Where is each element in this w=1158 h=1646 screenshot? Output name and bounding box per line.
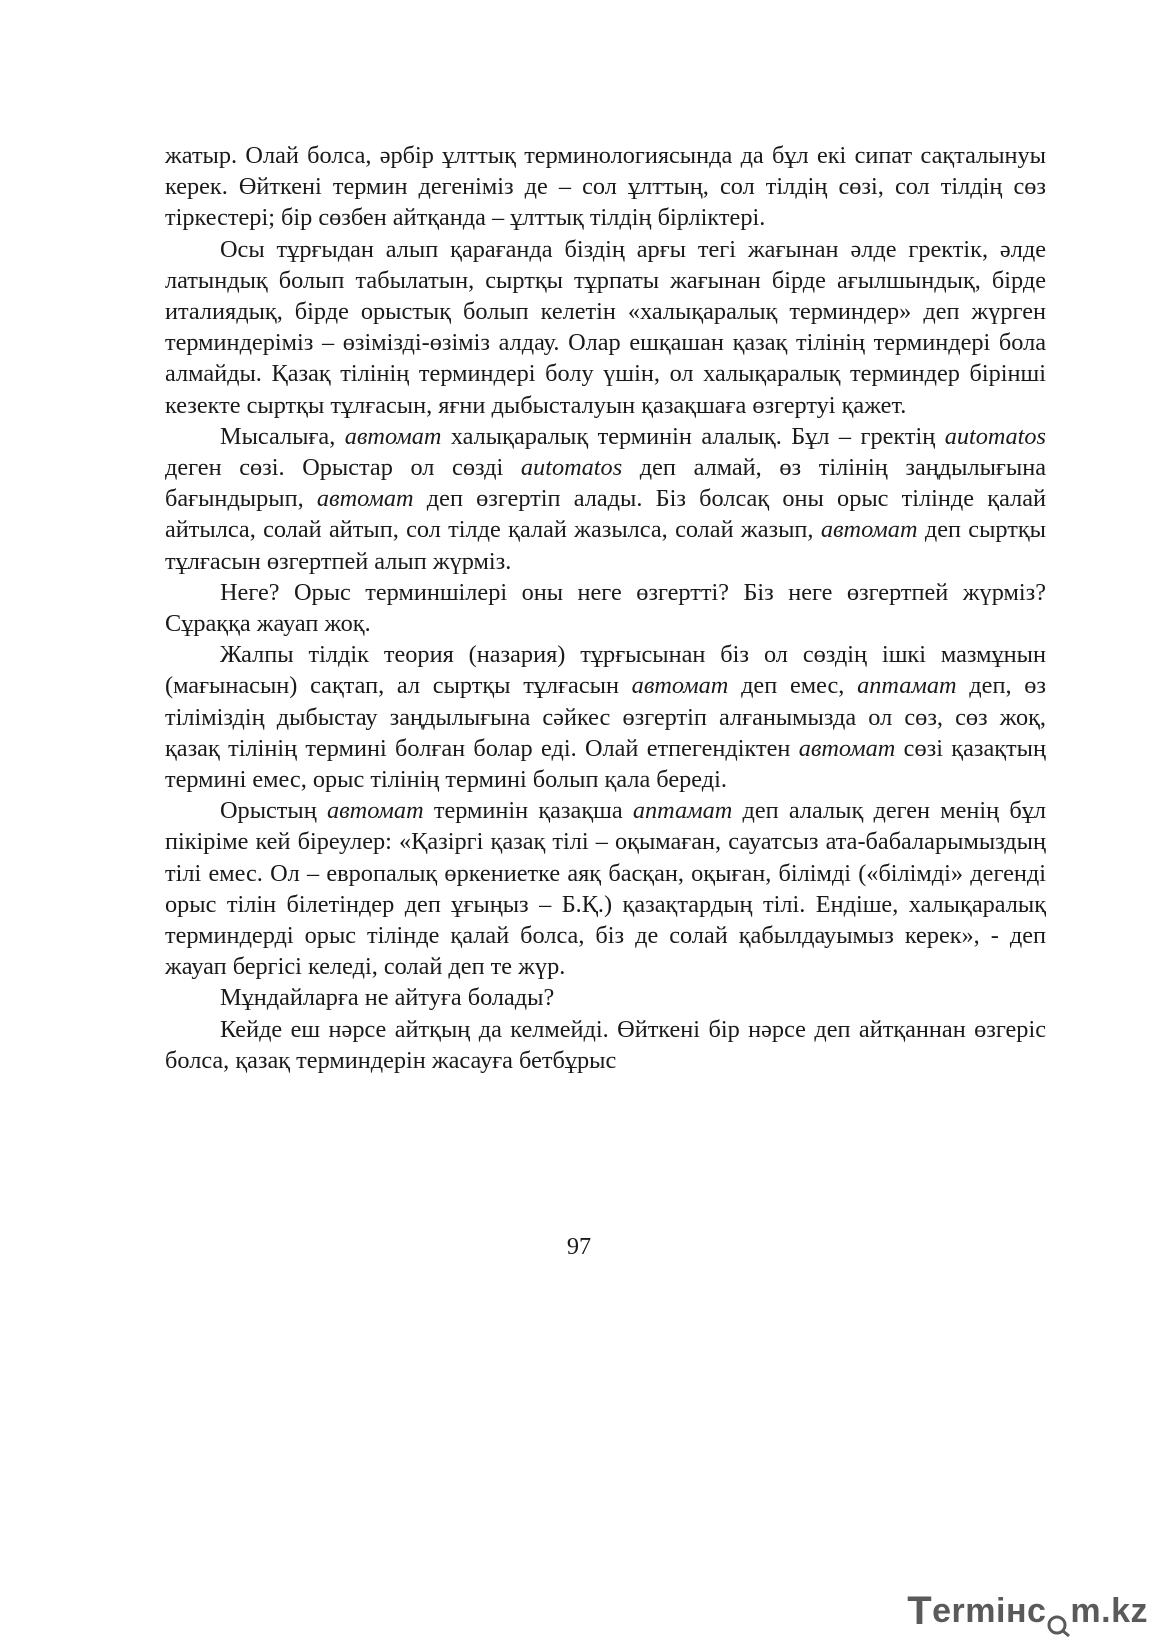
text-run: Кейде еш нәрсе айтқың да келмейді. Өйткені бір нәрсе деп айтқаннан өзгеріс болса, қазақ терминдерін жасауға бетбұрыс: [165, 1015, 1046, 1074]
text-run: Мысалыға,: [220, 422, 345, 450]
text-run: халықаралық терминін алалық. Бұл – гректің: [441, 422, 945, 450]
text-run: терминін қазақша: [423, 797, 633, 825]
paragraph-5: [165, 639, 1046, 795]
text-run: жатыр. Олай болса, әрбір ұлттық терминологиясында да бұл екі сипат сақталынуы керек. Өйткені термин дегеніміз де – сол ұлттың, сол тілдің сөзі, сол тілдің сөз тіркестері; бір сөзбен айтқанда – ұлттық тілдің бірліктері.: [165, 142, 1046, 232]
text-run: деп алалық деген менің бұл пікіріме кей біреулер: «Қазіргі қазақ тілі – оқымаған, сауатсыз ата-бабаларымыздың тілі емес. Ол – европалық өркениетке аяқ басқан, оқыған, білімді («білімді» дегенді орыс тілін білетіндер деп ұғыңыз – Б.Қ.) қазақтардың тілі. Ендіше, халықаралық терминдерді орыс тілінде қалай болса, біз де солай қабылдауымыз керек», - деп жауап бергісі келеді, солай деп те жүр.: [165, 797, 1046, 981]
italic-term: автомат: [820, 516, 918, 544]
page-number: 97: [566, 1233, 592, 1260]
paragraph-2: [165, 234, 1046, 421]
watermark-part1: ermінc: [932, 1592, 1047, 1630]
italic-term: автомат: [798, 734, 896, 762]
document-body: [165, 140, 1046, 1076]
paragraph-8: [165, 1014, 1046, 1076]
italic-term: automatos: [520, 454, 623, 482]
text-run: деп өзгертіп алады. Біз болсақ оны орыс тілінде қалай айтылса, солай айтып, сол тілде қалай жазылса, солай жазып,: [165, 485, 1047, 544]
magnifier-icon: [1047, 1607, 1069, 1629]
italic-term: аптамат: [632, 797, 733, 825]
paragraph-3: [165, 421, 1046, 577]
italic-term: аптамат: [857, 672, 957, 700]
watermark-part2: m.kz: [1070, 1592, 1148, 1630]
italic-term: автомат: [631, 672, 729, 700]
text-run: деп, өз тіліміздің дыбыстау заңдылығына сәйкес өзгертіп алғанымызда ол сөз, сөз жоқ, қазақ тілінің термині болған болар еді. Олай етпегендіктен: [165, 672, 1046, 762]
text-run: сөзі қазақтың термині емес, орыс тілінің термині болып қала береді.: [165, 734, 1046, 794]
text-run: деп алмай, өз тілінің заңдылығына бағындырып,: [165, 454, 1046, 513]
terminkom-watermark-logo: [907, 1587, 1148, 1631]
paragraph-7: [165, 982, 1046, 1013]
italic-term: автомат: [326, 797, 424, 825]
paragraph-1: [165, 140, 1046, 234]
text-run: Жалпы тілдік теория (назария) тұрғысынан біз ол сөздің ішкі мазмұнын (мағынасын) сақтап, ал сыртқы тұлғасын: [165, 641, 1046, 700]
text-run: деп емес,: [728, 672, 858, 700]
italic-term: автомат: [344, 422, 442, 450]
text-run: Неге? Орыс терминшілері оны неге өзгертті? Біз неге өзгертпей жүрміз? Сұраққа жауап жоқ.: [165, 578, 1046, 638]
italic-term: automatos: [944, 422, 1046, 450]
text-run: Мұндайларға не айтуға болады?: [220, 984, 555, 1012]
text-run: деп сыртқы тұлғасын өзгертпей алып жүрміз.: [165, 516, 1046, 575]
watermark-prefix: T: [907, 1589, 933, 1633]
paragraph-4: [165, 577, 1046, 639]
text-run: деген сөзі. Орыстар ол сөзді: [165, 454, 521, 482]
paragraph-6: [165, 795, 1046, 982]
text-run: Осы тұрғыдан алып қарағанда біздің арғы тегі жағынан әлде гректік, әлде латындық болып табылатын, сыртқы тұрпаты жағынан бірде ағылшындық, бірде италиядық, бірде орыстық болып келетін «халықаралық терминдер» деп жүрген терминдеріміз – өзімізді-өзіміз алдау. Олар ешқашан қазақ тілінің терминдері бола алмайды. Қазақ тілінің терминдері болу үшін, ол халықаралық терминдер бірінші кезекте сыртқы тұлғасын, яғни дыбысталуын қазақшаға өзгертуі қажет.: [165, 235, 1046, 419]
text-run: Орыстың: [220, 797, 327, 825]
italic-term: автомат: [316, 485, 414, 513]
